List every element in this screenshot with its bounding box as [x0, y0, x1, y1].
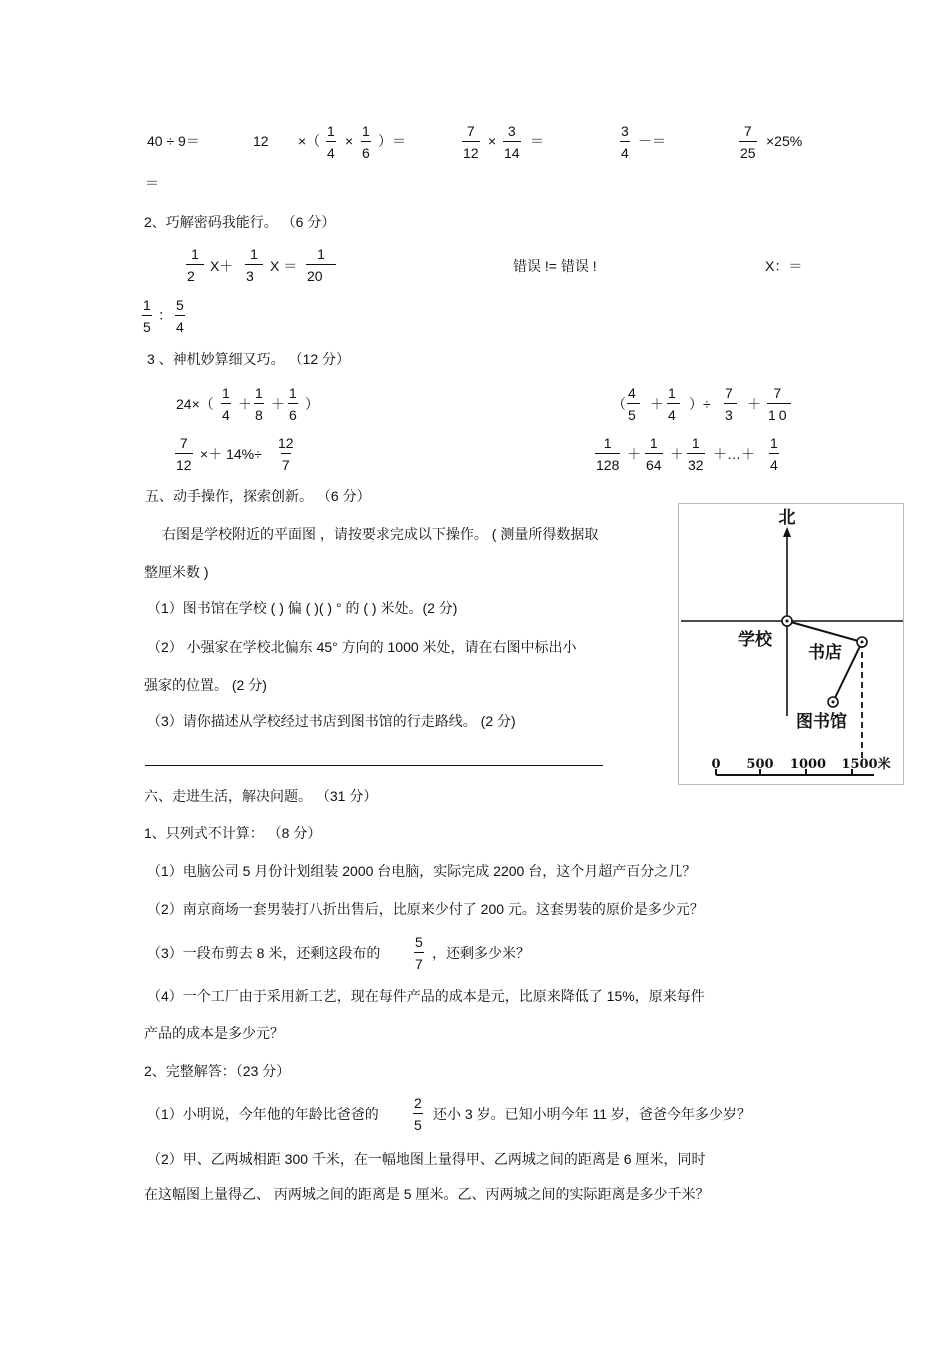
minus-equals: －＝ — [638, 133, 666, 149]
fraction: 1 64 — [646, 435, 662, 473]
fraction: 7 3 — [725, 385, 736, 423]
fraction: 7 12 — [176, 435, 192, 473]
equals-sign: ＝ — [530, 133, 544, 149]
close-paren: ） — [305, 396, 319, 412]
error-text: 错误 != 错误 ! — [513, 258, 597, 274]
fraction: 1 4 — [770, 435, 778, 473]
plus-sign: ＋ — [650, 396, 664, 412]
fraction: 1 32 — [688, 435, 704, 473]
open-paren: （ — [612, 396, 626, 412]
fraction: 1 128 — [596, 435, 620, 473]
map-frame — [679, 504, 904, 785]
part5-q2-line1: （2） 小强家在学校北偏东 45° 方向的 1000 米处，请在右图中标出小 — [147, 639, 577, 655]
fraction: 3 14 — [504, 123, 520, 161]
fraction: 1 4 — [327, 123, 335, 161]
plus-sign: ＋ — [627, 446, 641, 462]
part6-s2-title: 2、完整解答：（23 分） — [144, 1063, 291, 1079]
fraction: 7 25 — [740, 123, 756, 161]
wrap-equals: ＝ — [145, 175, 159, 191]
part6-s1-q4-a: （4）一个工厂由于采用新工艺，现在每件产品的成本是元，比原来降低了 15%，原来每件 — [147, 988, 705, 1004]
part6-s1-q3-a: （3）一段布剪去 8 米，还剩这段布的 — [147, 945, 381, 961]
scale-label-1000: 1000 — [789, 757, 827, 772]
fraction: 1 4 — [222, 385, 230, 423]
part6-s2-q1-b: 还小 3 岁。已知小明今年 11 岁，爸爸今年多少岁？ — [433, 1106, 751, 1122]
part6-title: 六、走进生活，解决问题。 （31 分） — [144, 788, 378, 804]
ratio-text: X：＝ — [765, 258, 803, 274]
answer-line — [145, 765, 603, 766]
part6-s1-title: 1、只列式不计算： （8 分） — [144, 825, 322, 841]
fraction: 1 6 — [289, 385, 297, 423]
x-equals: X ＝ — [270, 258, 298, 274]
close-paren-div: ）÷ — [689, 396, 711, 412]
expr-40-div-9: 40 ÷ 9＝ — [147, 133, 200, 149]
part6-s1-q3-b: ，还剩多少米？ — [432, 945, 530, 961]
plus-sign: ＋ — [670, 446, 684, 462]
scale-label-1500: 1500米 — [841, 757, 891, 772]
fraction: 1 5 — [143, 297, 151, 335]
expr-12: 12 — [253, 133, 269, 149]
bookstore-label: 书店 — [808, 643, 842, 663]
fraction: 5 4 — [176, 297, 184, 335]
part5-intro-2: 整厘米数 ) — [144, 564, 209, 580]
library-label: 图书馆 — [796, 712, 847, 732]
part6-s2-q2-b: 在这幅图上量得乙、 丙两城之间的距离是 5 厘米。乙、丙两城之间的实际距离是多少千米？ — [144, 1186, 710, 1202]
part5-q1: （1）图书馆在学校 ( ) 偏 ( )( ) ° 的 ( ) 米处。(2 分) — [147, 600, 458, 616]
part5-intro-1: 右图是学校附近的平面图 ，请按要求完成以下操作。 ( 测量所得数据取 — [162, 526, 599, 542]
x-plus: X＋ — [210, 258, 234, 274]
road-school-bookstore — [787, 621, 862, 642]
colon: ： — [158, 307, 172, 323]
fraction: 1 4 — [668, 385, 679, 423]
scale-label-500: 500 — [746, 757, 774, 772]
school-map — [678, 503, 905, 786]
part5-title: 五、动手操作，探索创新。 （6 分） — [145, 488, 371, 504]
times-sign: × — [345, 133, 354, 149]
plus-sign: ＋ — [271, 396, 285, 412]
fraction: 1 6 — [362, 123, 370, 161]
fraction: 3 4 — [621, 123, 629, 161]
part6-s2-q1-a: （1）小明说，今年他的年龄比爸爸的 — [147, 1106, 379, 1122]
fraction: 7 10 — [768, 385, 790, 423]
scale-label-0: 0 — [711, 757, 721, 772]
expr-times-paren: ×（ — [298, 133, 321, 149]
plus-sign: ＋ — [238, 396, 252, 412]
plus-dots-plus: ＋…＋ — [713, 446, 755, 462]
fraction: 4 5 — [628, 385, 639, 423]
north-arrow-icon — [783, 527, 791, 537]
fraction: 12 7 — [278, 435, 294, 473]
fraction: 7 12 — [463, 123, 479, 161]
part6-s1-q4-b: 产品的成本是多少元？ — [144, 1025, 284, 1041]
north-label: 北 — [778, 508, 796, 528]
part6-s1-q1: （1）电脑公司 5 月份计划组装 2000 台电脑，实际完成 2200 台，这个月超产百分之几？ — [147, 863, 697, 879]
times-sign: × — [488, 133, 497, 149]
times-plus-14-percent-div: ×＋ 14%÷ — [200, 446, 262, 462]
fraction: 1 20 — [306, 246, 336, 284]
q3-title: 3 、神机妙算细又巧。 （12 分） — [147, 351, 351, 367]
fraction: 1 8 — [255, 385, 263, 423]
school-label: 学校 — [738, 630, 772, 650]
part5-q3: （3）请你描述从学校经过书店到图书馆的行走路线。 (2 分) — [147, 713, 516, 729]
times-25-percent: ×25% — [766, 133, 803, 149]
q2-title: 2、巧解密码我能行。 （6 分） — [144, 214, 336, 230]
fraction: 2 5 — [414, 1095, 422, 1133]
plus-sign: ＋ — [747, 396, 761, 412]
expr-24-times: 24×（ — [176, 396, 214, 412]
part5-q2-line2: 强家的位置。 (2 分) — [144, 677, 267, 693]
part6-s2-q2-a: （2）甲、乙两城相距 300 千米，在一幅地图上量得甲、乙两城之间的距离是 6 厘米，同时 — [147, 1151, 706, 1167]
close-paren-eq: ）＝ — [378, 133, 406, 149]
fraction: 5 7 — [415, 934, 423, 972]
part6-s1-q2: （2）南京商场一套男装打八折出售后，比原来少付了 200 元。这套男装的原价是多少元？ — [147, 901, 704, 917]
fraction: 1 2 — [186, 246, 204, 284]
fraction: 1 3 — [245, 246, 263, 284]
